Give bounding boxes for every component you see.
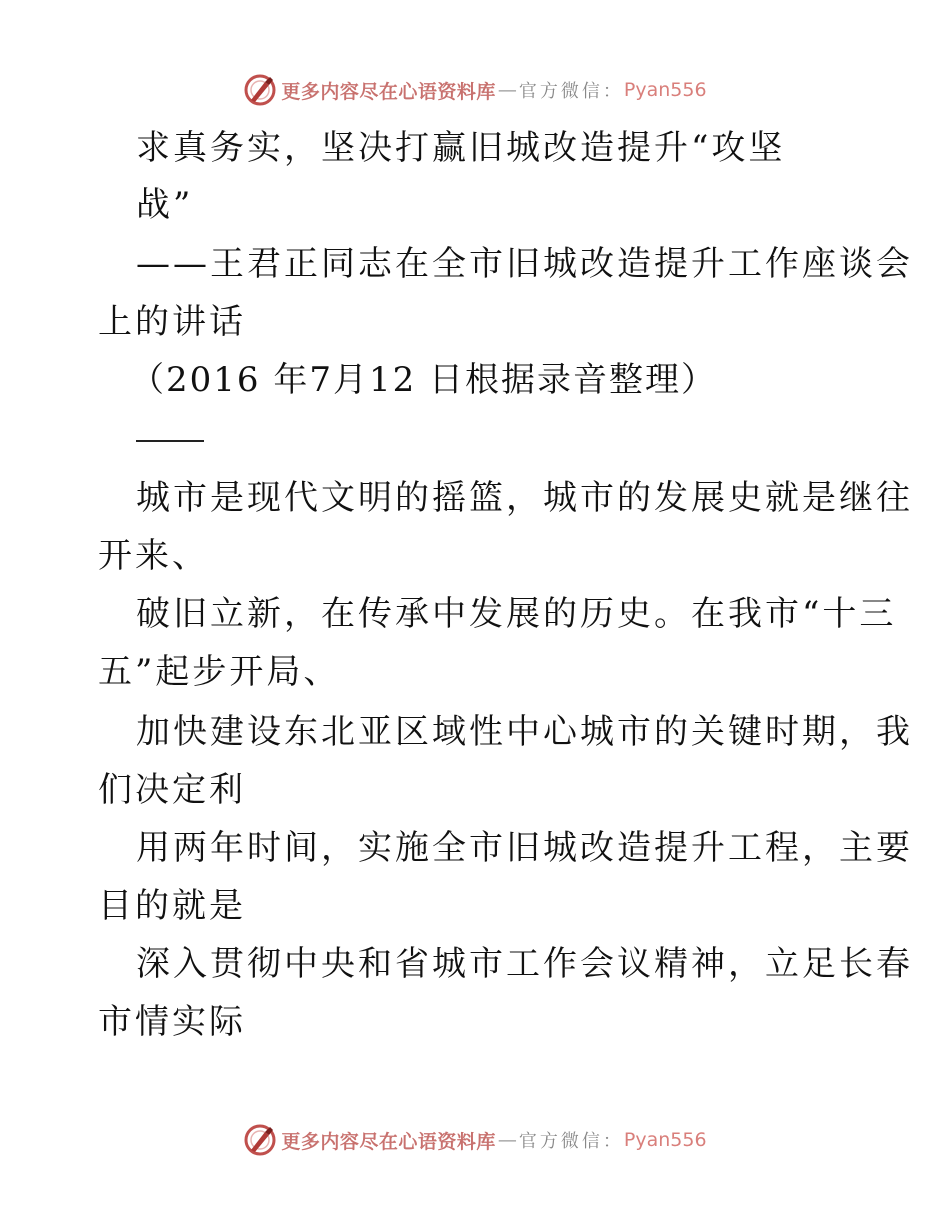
watermark-wechat-id: Pyan556: [623, 79, 707, 101]
watermark-wechat-id: Pyan556: [623, 1129, 707, 1151]
paragraph-1-line-2: 开来、: [98, 536, 209, 576]
quill-pen-logo-icon: [243, 1123, 277, 1157]
document-title-line-1: 求真务实，坚决打赢旧城改造提升“攻坚: [136, 128, 786, 168]
paragraph-2-line-2: 五”起步开局、: [98, 652, 341, 692]
paragraph-4-line-2: 目的就是: [98, 886, 246, 926]
watermark-separator: —: [497, 1129, 517, 1151]
paragraph-3-line-2: 们决定利: [98, 770, 246, 810]
paragraph-5-line-2: 市情实际: [98, 1002, 246, 1042]
watermark-wechat-label: 官方微信：: [518, 1131, 624, 1152]
document-date-line: （2016 年7月12 日根据录音整理）: [130, 360, 718, 400]
separator-rule: [136, 440, 204, 442]
paragraph-1-line-1: 城市是现代文明的摇篮，城市的发展史就是继往: [136, 478, 913, 518]
paragraph-2-line-1: 破旧立新，在传承中发展的历史。在我市“十三: [136, 594, 897, 634]
paragraph-3-line-1: 加快建设东北亚区域性中心城市的关键时期，我: [136, 712, 913, 752]
document-title-line-2: 战”: [136, 185, 194, 225]
footer-watermark: [0, 1120, 950, 1160]
paragraph-4-line-1: 用两年时间，实施全市旧城改造提升工程，主要: [136, 828, 913, 868]
document-subtitle-line-2: 上的讲话: [98, 302, 246, 342]
watermark-wechat-label: 官方微信：: [518, 81, 624, 102]
paragraph-5-line-1: 深入贯彻中央和省城市工作会议精神，立足长春: [136, 944, 913, 984]
document-subtitle-line-1: ——王君正同志在全市旧城改造提升工作座谈会: [136, 244, 913, 284]
watermark-text: 更多内容尽在心语资料库: [281, 1130, 496, 1153]
watermark-text: 更多内容尽在心语资料库: [281, 80, 496, 103]
watermark-separator: —: [497, 79, 517, 101]
